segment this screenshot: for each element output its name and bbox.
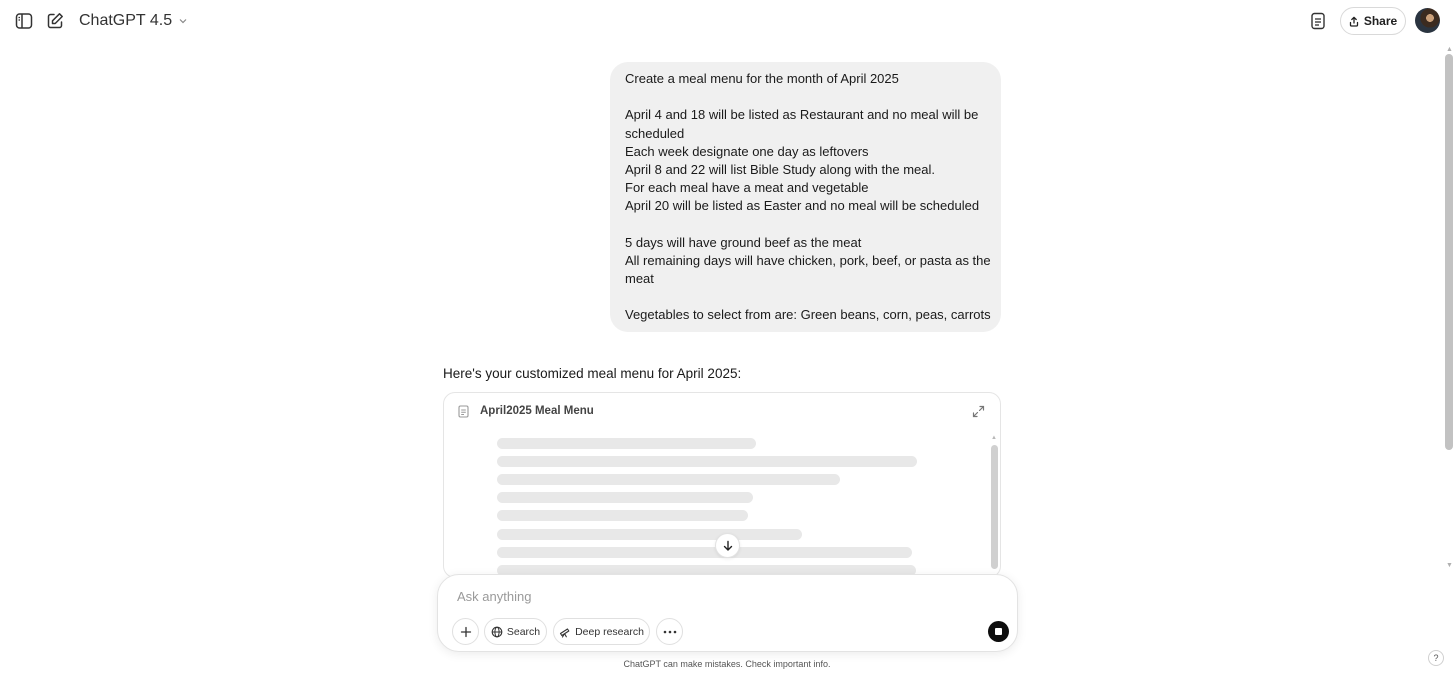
- loading-placeholder-line: [497, 492, 753, 503]
- user-message-line: [625, 216, 985, 234]
- scroll-up-arrow-icon[interactable]: ▲: [1446, 46, 1453, 53]
- user-message-line: April 4 and 18 will be listed as Restaurant and no meal will be: [625, 107, 979, 123]
- user-message-line: meat: [625, 271, 654, 287]
- top-bar: [0, 0, 1456, 42]
- user-message-text: [625, 70, 991, 325]
- sidebar-toggle-icon: [14, 11, 34, 31]
- user-message-line: For each meal have a meat and vegetable: [625, 180, 869, 196]
- deep-research-label: Deep research: [575, 625, 644, 638]
- plus-icon: [460, 626, 472, 638]
- stop-icon: [995, 628, 1002, 635]
- page-scrollbar[interactable]: [1443, 42, 1456, 576]
- globe-icon: [491, 626, 503, 638]
- loading-placeholder-line: [497, 474, 840, 485]
- disclaimer: [0, 659, 1456, 669]
- help-button[interactable]: [1428, 650, 1444, 666]
- search-label: Search: [506, 625, 541, 638]
- stop-generating-button[interactable]: [988, 621, 1009, 642]
- user-message-line: scheduled: [625, 125, 685, 141]
- user-message-line: April 20 will be listed as Easter and no meal will be scheduled: [625, 198, 980, 214]
- scroll-down-arrow-icon[interactable]: ▼: [1446, 562, 1453, 569]
- document-icon: [458, 405, 469, 418]
- message-composer: [437, 574, 1018, 652]
- search-button[interactable]: [484, 618, 547, 645]
- telescope-icon: [559, 626, 571, 638]
- sidebar-toggle-button[interactable]: [12, 9, 36, 33]
- avatar[interactable]: [1415, 8, 1440, 33]
- user-message-line: Each week designate one day as leftovers: [625, 143, 869, 159]
- chat-input[interactable]: [457, 587, 987, 605]
- disclaimer-text: ChatGPT can make mistakes. Check important info.: [623, 659, 831, 669]
- user-message-line: Create a meal menu for the month of April 2025: [625, 71, 899, 86]
- model-selector[interactable]: [79, 10, 188, 32]
- edit-icon: [45, 11, 65, 31]
- add-attachment-button[interactable]: [452, 618, 479, 645]
- document-icon: [1310, 12, 1326, 30]
- assistant-intro-text: Here's your customized meal menu for April 2025:: [443, 366, 742, 381]
- canvas-scroll-up-icon[interactable]: ▲: [991, 435, 997, 441]
- share-button[interactable]: [1340, 7, 1406, 35]
- loading-placeholder-line: [497, 547, 912, 558]
- user-message-line: April 8 and 22 will list Bible Study along with the meal.: [625, 161, 935, 177]
- canvas-scrollbar[interactable]: [990, 435, 999, 571]
- scroll-to-bottom-button[interactable]: [715, 533, 740, 558]
- loading-placeholder-line: [497, 456, 917, 467]
- more-tools-button[interactable]: [656, 618, 683, 645]
- loading-placeholder-line: [497, 510, 748, 521]
- user-message-line: [625, 288, 985, 306]
- canvas-title: April2025 Meal Menu: [480, 405, 594, 417]
- loading-placeholder-line: [497, 438, 756, 449]
- user-message-line: [625, 88, 985, 106]
- chevron-down-icon: [178, 16, 188, 26]
- canvas-document-button[interactable]: [1307, 9, 1329, 33]
- loading-placeholder-line: [497, 529, 802, 540]
- share-icon: [1349, 16, 1359, 27]
- question-mark-icon: ?: [1433, 653, 1439, 663]
- user-message-line: All remaining days will have chicken, pork, beef, or pasta as the: [625, 252, 991, 268]
- user-message-line: Vegetables to select from are: Green beans, corn, peas, carrots: [625, 307, 991, 323]
- ellipsis-icon: [663, 630, 677, 634]
- new-chat-button[interactable]: [43, 9, 67, 33]
- expand-icon[interactable]: [972, 405, 985, 418]
- user-message-line: 5 days will have ground beef as the meat: [625, 234, 862, 250]
- user-message-bubble: [610, 62, 1001, 332]
- scrollbar-thumb[interactable]: [1445, 54, 1453, 450]
- share-label: Share: [1363, 14, 1398, 28]
- deep-research-button[interactable]: [553, 618, 650, 645]
- canvas-scrollbar-thumb[interactable]: [991, 445, 998, 569]
- arrow-down-icon: [722, 540, 734, 552]
- model-name: ChatGPT 4.5: [79, 12, 173, 29]
